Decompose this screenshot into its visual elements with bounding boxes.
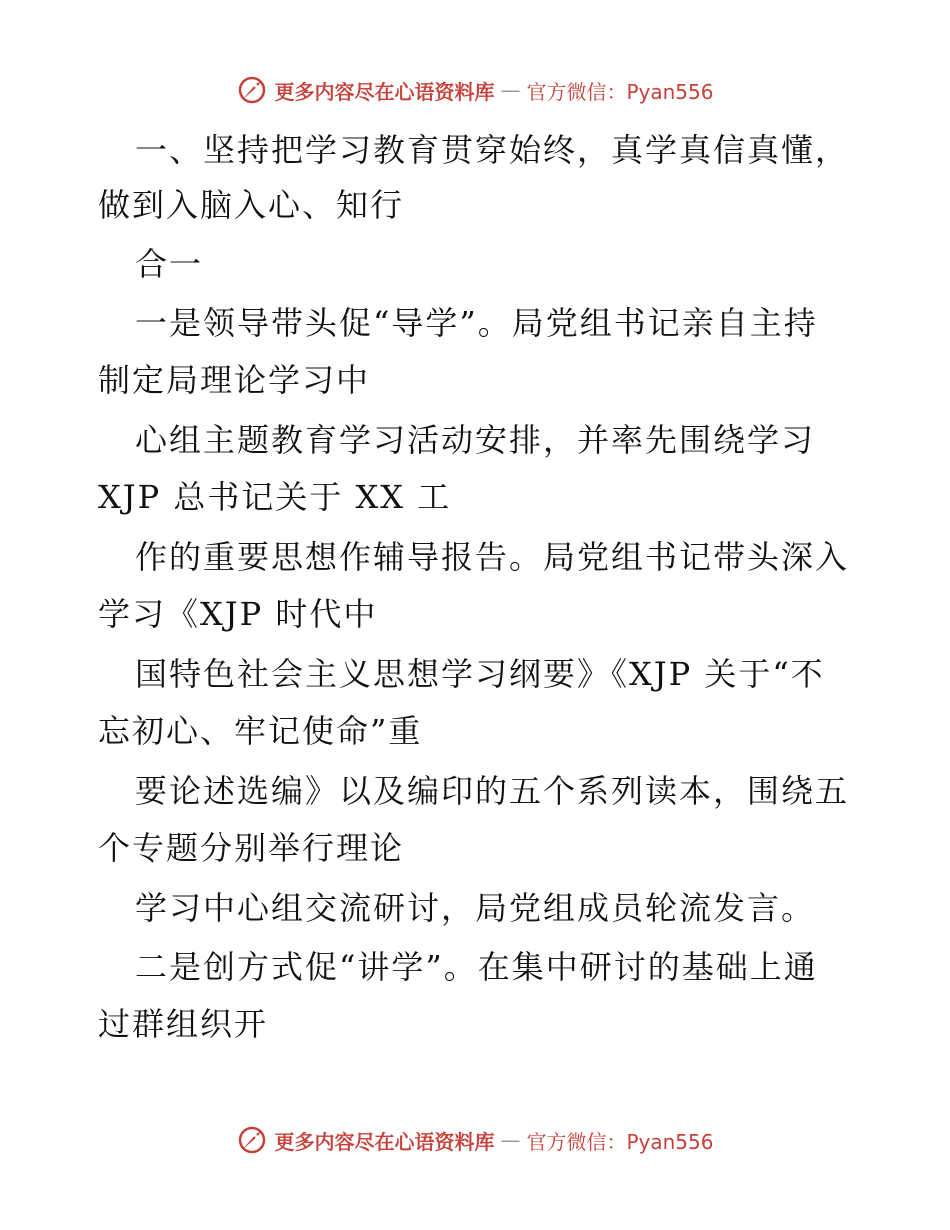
watermark-main-text: 更多内容尽在心语资料库 [274, 1129, 495, 1154]
pen-nib-circle-icon [236, 1124, 268, 1156]
text-line: 合一 [135, 245, 204, 283]
text-line: 学习《XJP 时代中 [98, 595, 378, 633]
text-line: 忘初心、牢记使命”重 [98, 712, 423, 750]
text-line: 制定局理论学习中 [98, 361, 371, 399]
text-line: 一、坚持把学习教育贯穿始终，真学真信真懂， [135, 131, 850, 169]
watermark-separator: — [500, 1128, 521, 1152]
text-line: 学习中心组交流研讨，局党组成员轮流发言。 [135, 889, 816, 927]
text-line: 做到入脑入心、知行 [98, 186, 405, 224]
text-line: 个专题分别举行理论 [98, 829, 405, 867]
watermark-sub-text: 官方微信：Pyan556 [526, 1129, 714, 1154]
watermark-sub-text: 官方微信：Pyan556 [526, 79, 714, 104]
text-line: 一是领导带头促“导学”。局党组书记亲自主持 [135, 304, 818, 342]
text-line: 要论述选编》以及编印的五个系列读本，围绕五 [135, 772, 850, 810]
text-line: 过群组织开 [98, 1005, 269, 1043]
text-line: 心组主题教育学习活动安排，并率先围绕学习 [135, 421, 816, 459]
text-line: XJP 总书记关于 XX 工 [98, 478, 452, 516]
pen-nib-circle-icon [236, 74, 268, 106]
footer-watermark [0, 1122, 950, 1158]
text-line: 作的重要思想作辅导报告。局党组书记带头深入 [135, 538, 850, 576]
text-line: 国特色社会主义思想学习纲要》《XJP 关于“不 [135, 655, 825, 693]
watermark-separator: — [500, 78, 521, 102]
watermark-main-text: 更多内容尽在心语资料库 [274, 79, 495, 104]
text-line: 二是创方式促“讲学”。在集中研讨的基础上通 [135, 948, 818, 986]
header-watermark [0, 72, 950, 108]
